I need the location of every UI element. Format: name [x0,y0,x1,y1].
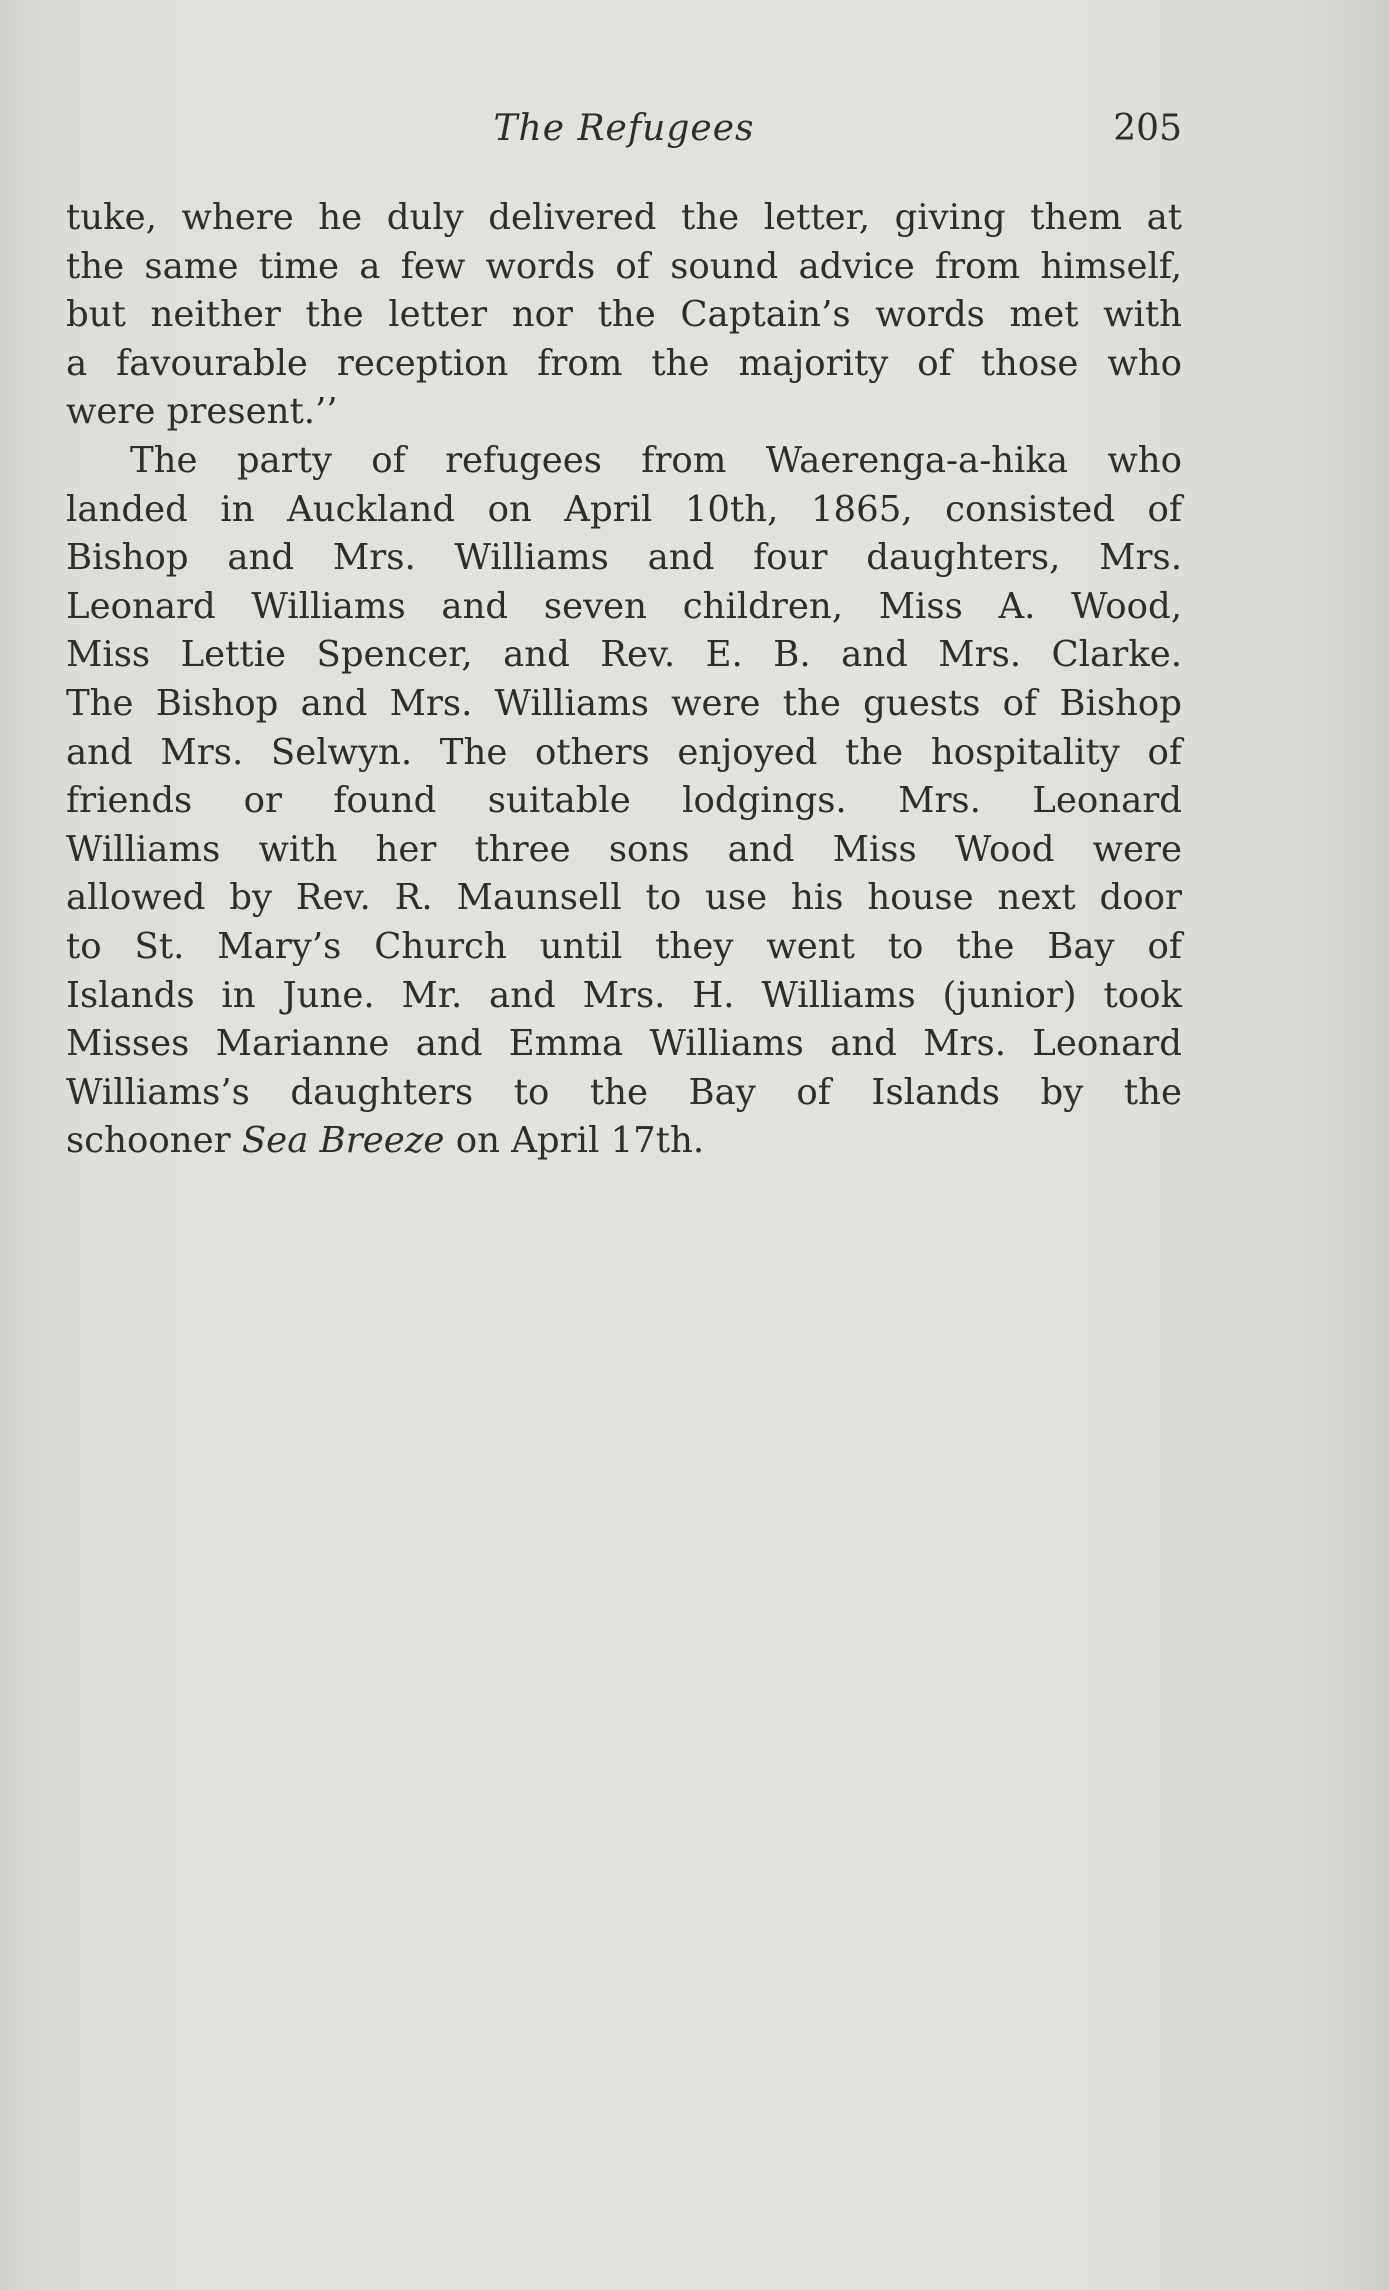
text-line: The party of refugees from Waerenga-a-hika who [130,439,1182,481]
page-number: 205 [1113,108,1182,149]
text-line: tuke, where he duly delivered the letter, giving them at [66,197,1182,238]
text-line: Miss Lettie Spencer, and Rev. E. B. and Mrs. Clarke. [66,634,1182,676]
running-head [66,108,1182,168]
text-line: a favourable reception from the majority of those who [66,342,1182,384]
running-head-title: The Refugees [493,108,755,149]
text-line: Islands in June. Mr. and Mrs. H. Williams (junior) took [66,974,1182,1016]
body-text [66,194,1182,1166]
paragraph-refugees-party [66,437,1182,1166]
text-line-final [66,1117,1182,1166]
text-line: but neither the letter nor the Captain’s words met with [66,294,1182,336]
text-line: friends or found suitable lodgings. Mrs. Leonard [66,780,1182,822]
text-fragment: on April 17th. [455,1120,705,1162]
text-fragment: schooner [66,1120,231,1162]
text-line: allowed by Rev. R. Maunsell to use his house next door [66,877,1182,919]
text-line: Misses Marianne and Emma Williams and Mrs. Leonard [66,1023,1182,1065]
text-line: were present.’’ [66,391,338,433]
text-line: Bishop and Mrs. Williams and four daughters, Mrs. [66,537,1182,579]
text-line: Williams’s daughters to the Bay of Islands by the [66,1071,1182,1113]
text-line: Williams with her three sons and Miss Wood were [66,828,1182,870]
text-line: Leonard Williams and seven children, Miss A. Wood, [66,585,1182,627]
ship-name: Sea Breeze [241,1120,445,1162]
paragraph-continuation [66,194,1182,437]
text-line: landed in Auckland on April 10th, 1865, consisted of [66,488,1182,530]
text-line: to St. Mary’s Church until they went to the Bay of [66,925,1182,967]
text-line: the same time a few words of sound advice from himself, [66,245,1182,287]
text-line: The Bishop and Mrs. Williams were the guests of Bishop [66,682,1182,724]
text-line: and Mrs. Selwyn. The others enjoyed the hospitality of [66,731,1182,773]
